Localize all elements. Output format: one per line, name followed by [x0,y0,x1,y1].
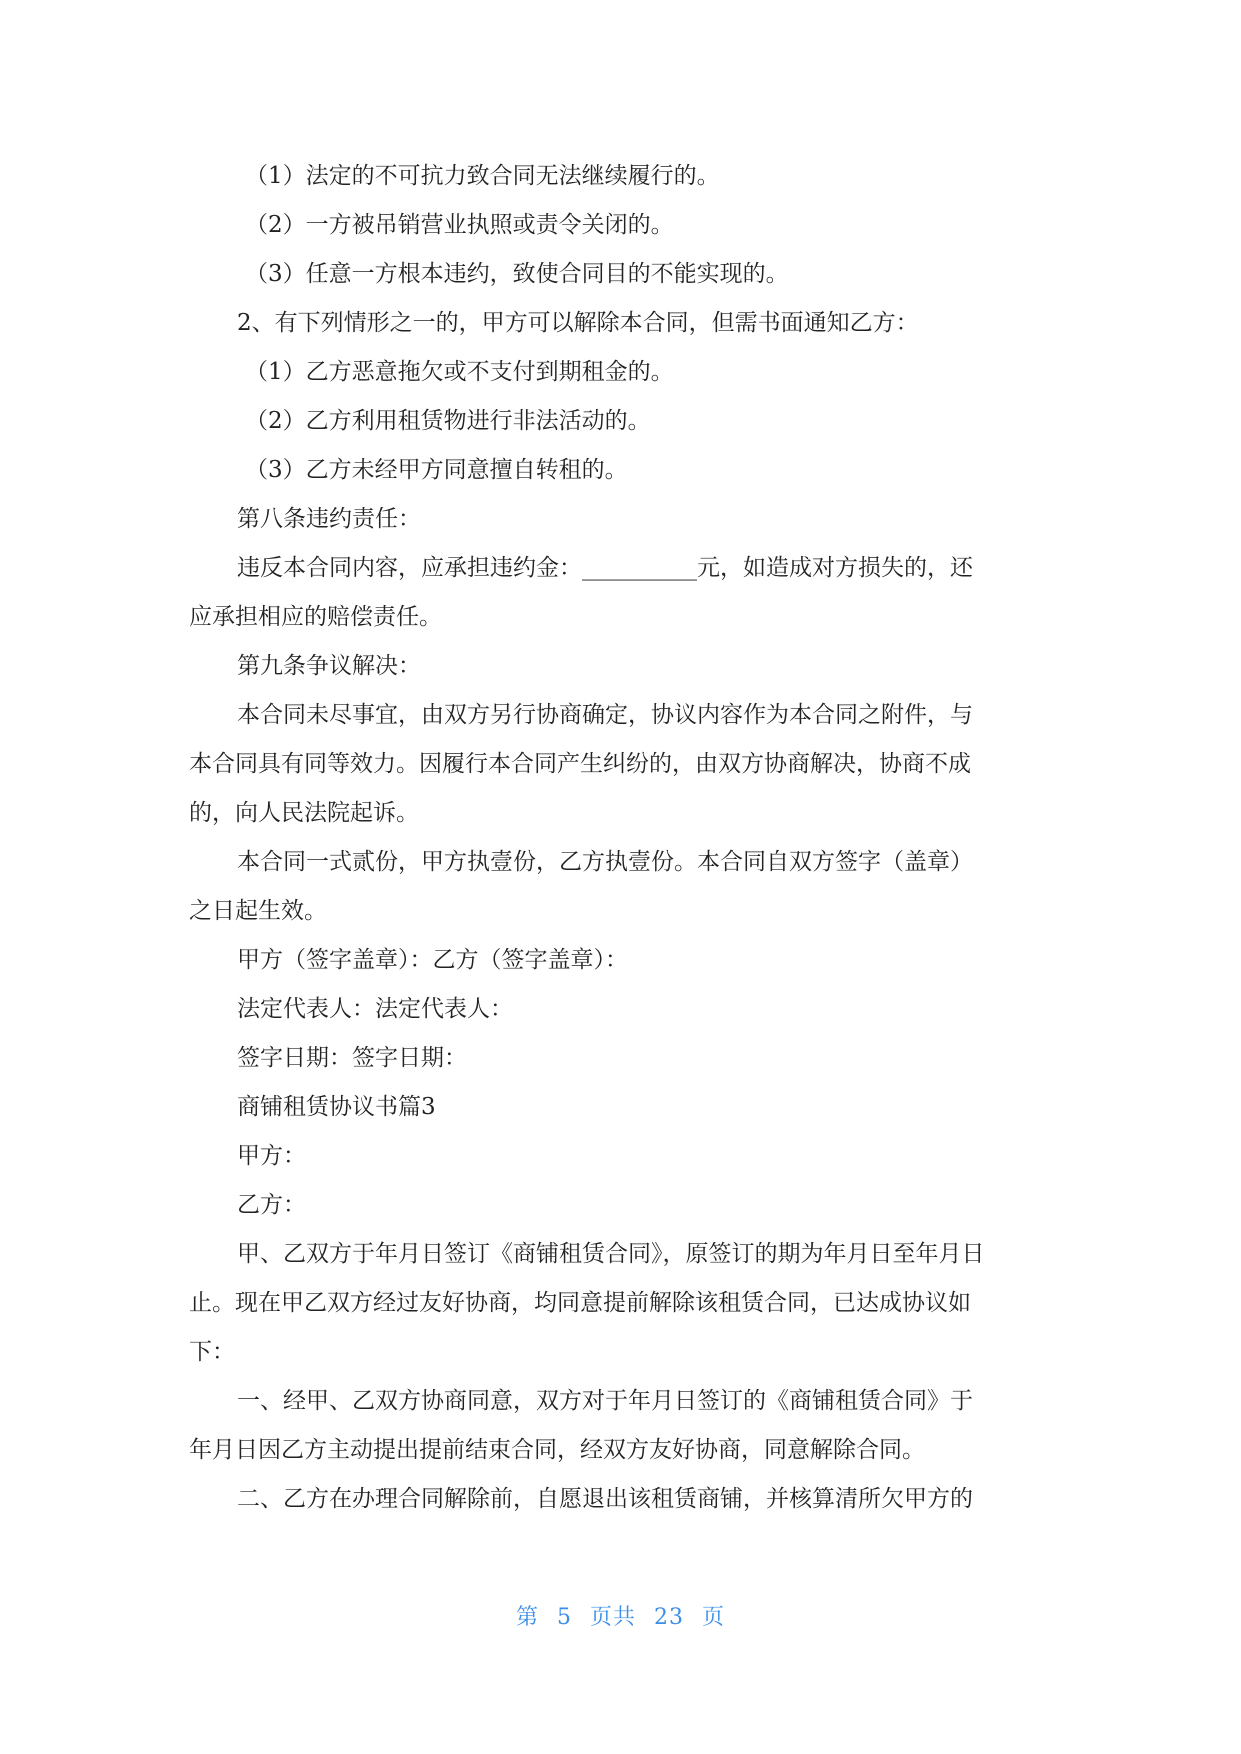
text-line: 二、乙方在办理合同解除前，自愿退出该租赁商铺，并核算清所欠甲方的 [237,1486,973,1512]
signature-line: 法定代表人：法定代表人： [237,996,513,1022]
footer-ye-gong: 页共 [589,1605,636,1630]
party-a-line: 甲方： [237,1143,306,1169]
text-line: 2、有下列情形之一的，甲方可以解除本合同，但需书面通知乙方： [237,310,919,336]
party-b-line: 乙方： [237,1192,306,1218]
text-line: 本合同一式贰份，甲方执壹份，乙方执壹份。本合同自双方签字（盖章） [237,849,973,875]
text-line: 之日起生效。 [189,898,327,924]
text-line: （1）法定的不可抗力致合同无法继续履行的。 [245,163,720,189]
text-line: 年月日因乙方主动提出提前结束合同，经双方友好协商，同意解除合同。 [189,1437,925,1463]
text-line: （3）任意一方根本违约，致使合同目的不能实现的。 [245,261,789,287]
document-title: 商铺租赁协议书篇3 [237,1094,436,1120]
text-line: 的，向人民法院起诉。 [189,800,419,826]
text-line: 本合同具有同等效力。因履行本合同产生纠纷的，由双方协商解决，协商不成 [189,751,971,777]
text-line: 应承担相应的赔偿责任。 [189,604,442,630]
signature-line: 甲方（签字盖章）：乙方（签字盖章）： [237,947,628,973]
footer-current-page: 5 [556,1605,572,1630]
section-heading: 第八条违约责任： [237,506,421,532]
footer-ye: 页 [702,1605,726,1630]
signature-line: 签字日期：签字日期： [237,1045,467,1071]
document-body [189,152,1045,1524]
text-line: （3）乙方未经甲方同意擅自转租的。 [245,457,628,483]
text-line: 下： [189,1339,235,1365]
text-line: 本合同未尽事宜，由双方另行协商确定，协议内容作为本合同之附件，与 [237,702,973,728]
text-line: 一、经甲、乙双方协商同意，双方对于年月日签订的《商铺租赁合同》于 [237,1388,973,1414]
text-line: 违反本合同内容，应承担违约金：__________元，如造成对方损失的，还 [237,555,973,581]
page-footer [0,1600,1241,1631]
text-line: （1）乙方恶意拖欠或不支付到期租金的。 [245,359,674,385]
text-line: 甲、乙双方于年月日签订《商铺租赁合同》，原签订的期为年月日至年月日 [237,1241,985,1267]
text-line: （2）一方被吊销营业执照或责令关闭的。 [245,212,674,238]
section-heading: 第九条争议解决： [237,653,421,679]
footer-total-pages: 23 [654,1605,684,1630]
text-line: （2）乙方利用租赁物进行非法活动的。 [245,408,651,434]
footer-di: 第 [515,1605,539,1630]
text-line: 止。现在甲乙双方经过友好协商，均同意提前解除该租赁合同，已达成协议如 [189,1290,971,1316]
